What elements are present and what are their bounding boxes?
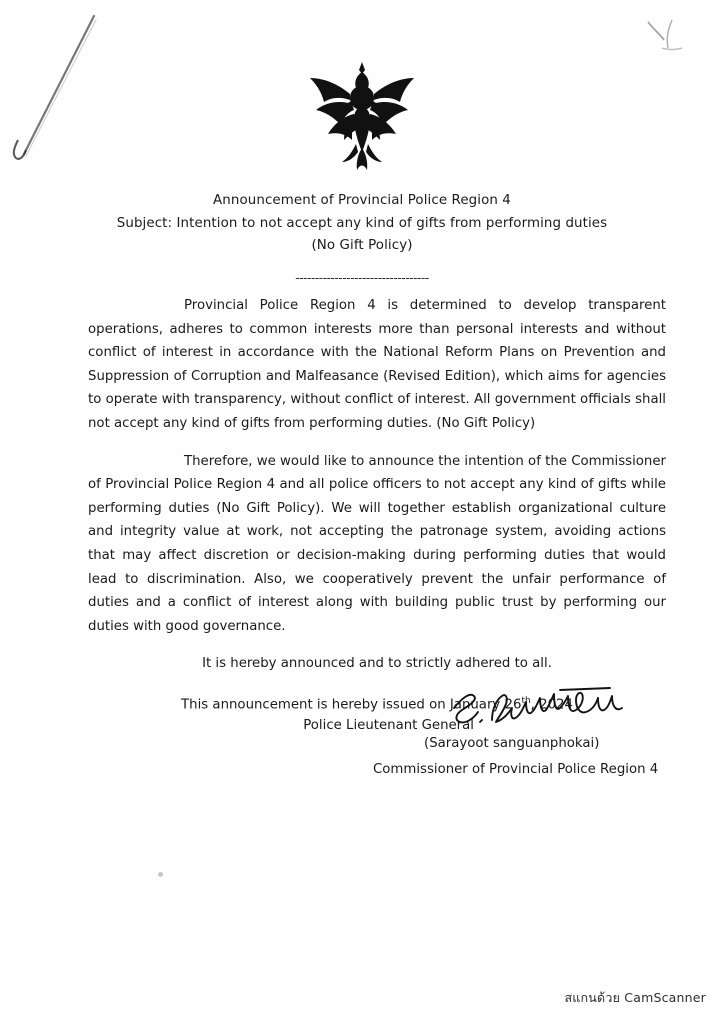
signer-title: Commissioner of Provincial Police Region 4 [373,762,659,777]
signer-rank: Police Lieutenant General [303,718,474,733]
issue-date-prefix: This announcement is hereby issued on January 26 [181,697,522,713]
garuda-emblem-icon [302,60,422,172]
issue-date-suffix: , 2024 [530,697,573,713]
heading-line-3: (No Gift Policy) [311,238,413,253]
signer-name: (Sarayoot sanguanphokai) [424,736,600,751]
heading-divider: ---------------------------------- [295,270,429,285]
camscanner-watermark: สแกนด้วย CamScanner [564,990,706,1005]
paragraph-1: Provincial Police Region 4 is determined to develop transparent operations, adheres to common interests more than personal interests and without conflict of interest in accordance with the National Reform Plans on Prevention and Suppression of Corruption and Malfeasance (Revised Edition), which aims for agencies to operate with transparency, without conflict of interest. All government officials shall not accept any kind of gifts from performing duties. (No Gift Policy) [88,298,666,431]
heading-line-2: Subject: Intention to not accept any kind of gifts from performing duties [116,215,608,231]
paragraph-2: Therefore, we would like to announce the intention of the Commissioner of Provincial Police Region 4 and all police officers to not accept any kind of gifts while performing duties (No Gift Policy). We will together establish organizational culture and integrity value at work, not accepting the patronage system, avoiding actions that may affect discretion or decision-making during performing duties that would lead to discrimination. Also, we cooperatively prevent the unfair performance of duties and a conflict of interest along with building public trust by performing our duties with good governance. [88,453,666,634]
issue-date-ordinal: th [521,695,531,706]
document-heading [0,190,724,289]
handwritten-signature-icon [440,682,640,730]
scan-mark-icon [642,18,688,58]
heading-line-1: Announcement of Provincial Police Region 4 [213,193,511,208]
scan-speck-icon [158,872,163,877]
document-body [88,294,666,719]
closing-line: It is hereby announced and to strictly adhered to all. [202,656,552,672]
emblem-container [0,60,724,172]
